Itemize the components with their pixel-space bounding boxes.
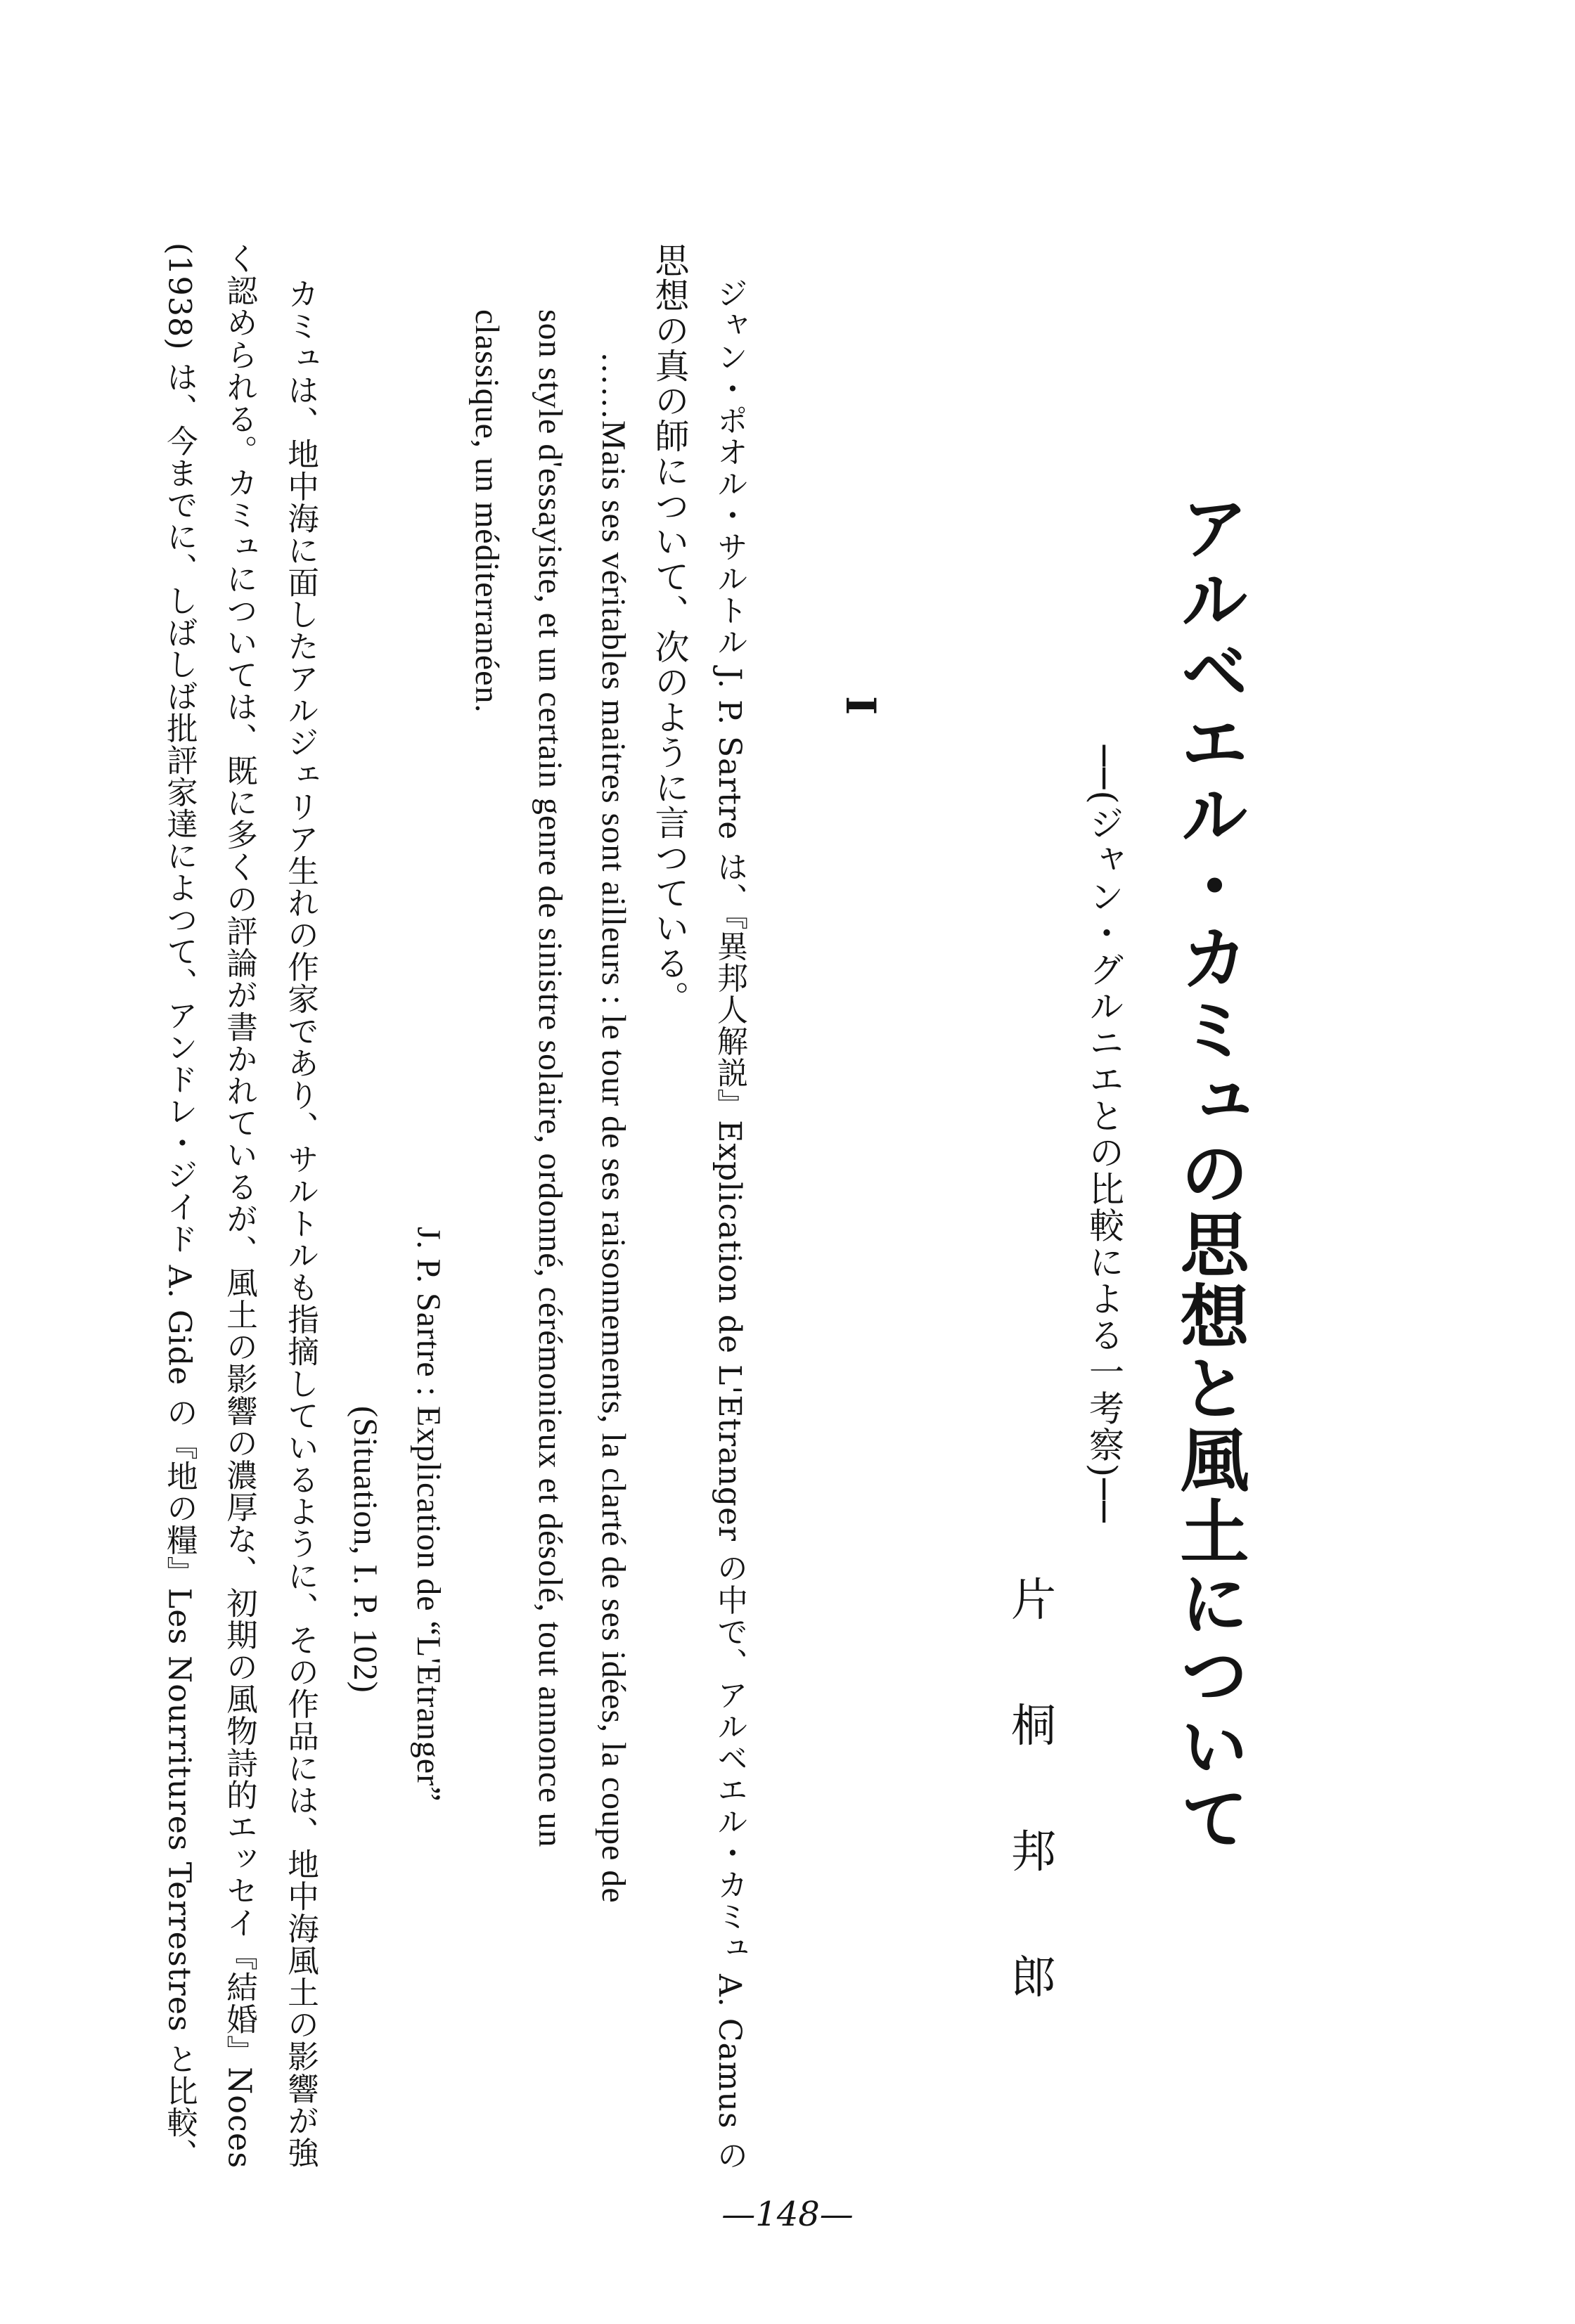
title: アルベエル・カミュの思想と風土について: [1169, 492, 1249, 1854]
body-line: ジャン・ポオル・サルトル J. P. Sartre は、『異邦人解説』Explication de L'Etranger の中で、アルベエル・カミュ A. Camus の: [712, 278, 748, 2171]
page-number: —148—: [721, 2195, 854, 2234]
quote-line: son style d'essayiste, et un certain genre de sinistre solaire, ordonné, cérémonieux et désolé, tout annonce un: [532, 309, 569, 1848]
body-line: (1938) は、今までに、しばしば批評家達によつて、アンドレ・ジイド A. Gide の『地の糧』Les Nourritures Terrestres と比較、: [161, 243, 198, 2171]
quote-line: classique, un méditerranéen.: [468, 309, 506, 714]
author-char: 桐: [1011, 1700, 1056, 1752]
body-line: く認められる。カミュについては、既に多くの評論が書かれているが、風土の影響の濃厚な、初期の風物詩的エッセイ『結婚』Noces: [221, 243, 258, 2169]
body-line: カミュは、地中海に面したアルジェリア生れの作家であり、サルトルも指摘しているように、その作品には、地中海風土の影響が強: [282, 278, 319, 2169]
author-char: 邦: [1011, 1826, 1056, 1878]
body-line: 思想の真の師について、次のように言つている。: [650, 243, 690, 1016]
quote-line: ……Mais ses véritables maitres sont ailleurs : le tour de ses raisonnements, la clarté de ses idées, la coupe de: [595, 351, 632, 1904]
section-number: I: [837, 696, 885, 716]
citation-line: J. P. Sartre : Explication de “L'Etranger”: [410, 1227, 447, 1802]
author-char: 片: [1011, 1575, 1056, 1627]
author: [1005, 1575, 1062, 2081]
subtitle: ──(ジャン・グルニエとの比較による一考察)──: [1084, 745, 1124, 1524]
citation-line: (Situation, I. P. 102): [347, 1406, 384, 1693]
author-char: 郎: [1011, 1952, 1056, 2004]
